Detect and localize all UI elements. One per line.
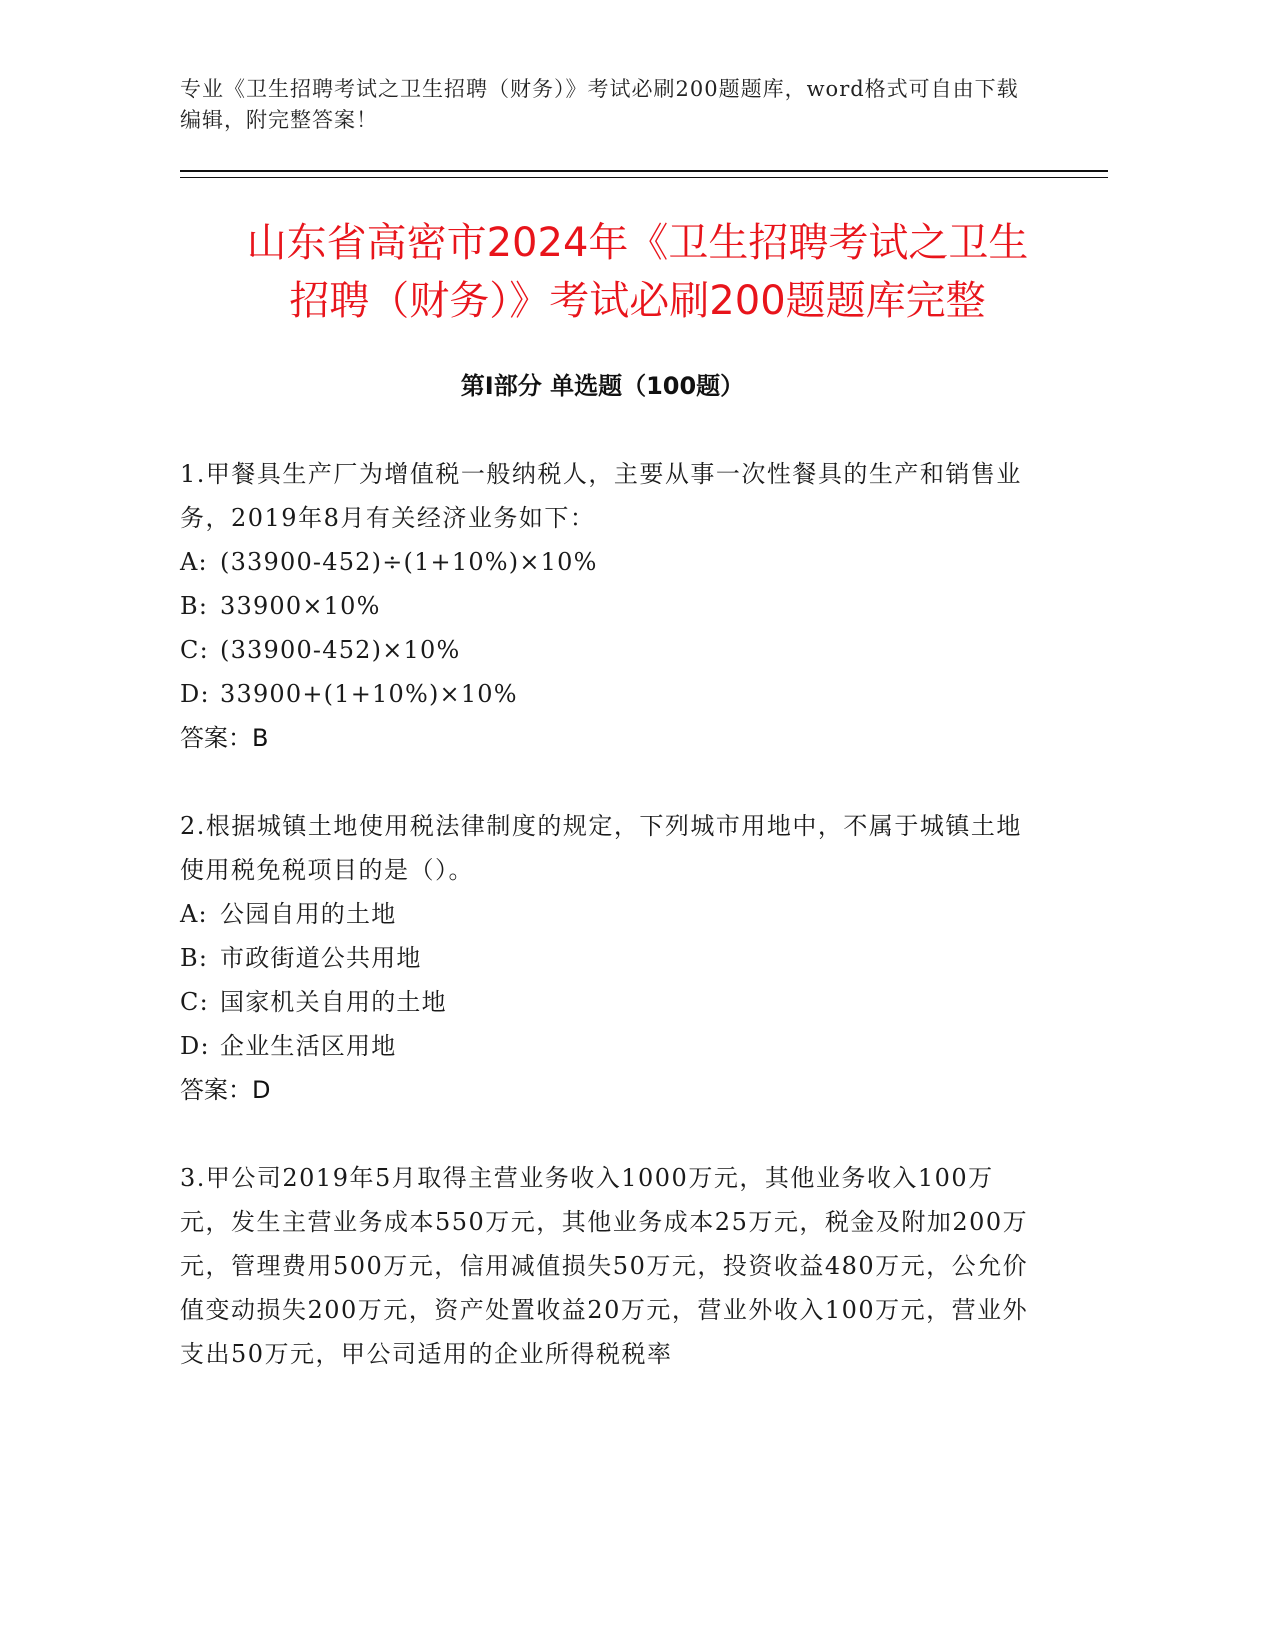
option-b [180, 584, 1040, 628]
question-stem: 3.甲公司2019年5月取得主营业务收入1000万元，其他业务收入100万元，发生主营业务成本550万元，其他业务成本25万元，税金及附加200万元，管理费用500万元，信用减值损失50万元，投资收益480万元，公允价值变动损失200万元，资产处置收益20万元，营业外收入100万元，营业外支出50万元，甲公司适用的企业所得税税率 [180, 1164, 1029, 1368]
question-stem: 2.根据城镇土地使用税法律制度的规定，下列城市用地中，不属于城镇土地使用税免税项目的是（）。 [180, 812, 1022, 884]
option-letter: D: [180, 680, 210, 708]
option-letter: C: [180, 636, 209, 664]
header-note: 专业《卫生招聘考试之卫生招聘（财务）》考试必刷200题题库，word格式可自由下载编辑，附完整答案！ [180, 77, 1019, 132]
option-text: 市政街道公共用地 [220, 944, 422, 972]
question-list [180, 452, 1040, 1420]
option-text: 33900+(1+10%)×10% [220, 680, 518, 708]
option-a [180, 892, 1040, 936]
option-d [180, 672, 1040, 716]
answer-line: 答案：B [180, 724, 269, 752]
header-divider-thick [180, 170, 1108, 172]
option-c [180, 628, 1040, 672]
option-text: 企业生活区用地 [220, 1032, 397, 1060]
section-title: 第Ⅰ部分 单选题（100题） [460, 372, 745, 400]
question-stem: 1.甲餐具生产厂为增值税一般纳税人，主要从事一次性餐具的生产和销售业务，2019年8月有关经济业务如下： [180, 460, 1022, 532]
option-letter: A: [180, 548, 208, 576]
option-letter: A: [180, 900, 208, 928]
option-text: (33900-452)×10% [220, 636, 461, 664]
option-letter: C: [180, 988, 209, 1016]
option-text: 国家机关自用的土地 [220, 988, 447, 1016]
option-d [180, 1024, 1040, 1068]
question-3 [180, 1156, 1040, 1376]
header-divider-thin [180, 177, 1108, 178]
option-text: 33900×10% [220, 592, 381, 620]
option-b [180, 936, 1040, 980]
option-c [180, 980, 1040, 1024]
document-title [160, 214, 1115, 330]
question-2 [180, 804, 1040, 1112]
option-letter: D: [180, 1032, 210, 1060]
answer-line: 答案：D [180, 1076, 271, 1104]
document-title-line-1: 山东省高密市2024年《卫生招聘考试之卫生 [246, 220, 1029, 266]
option-text: (33900-452)÷(1+10%)×10% [220, 548, 598, 576]
option-text: 公园自用的土地 [220, 900, 397, 928]
document-title-line-2: 招聘（财务）》考试必刷200题题库完整 [289, 278, 986, 324]
option-letter: B: [180, 592, 209, 620]
option-letter: B: [180, 944, 209, 972]
question-1 [180, 452, 1040, 760]
option-a [180, 540, 1040, 584]
